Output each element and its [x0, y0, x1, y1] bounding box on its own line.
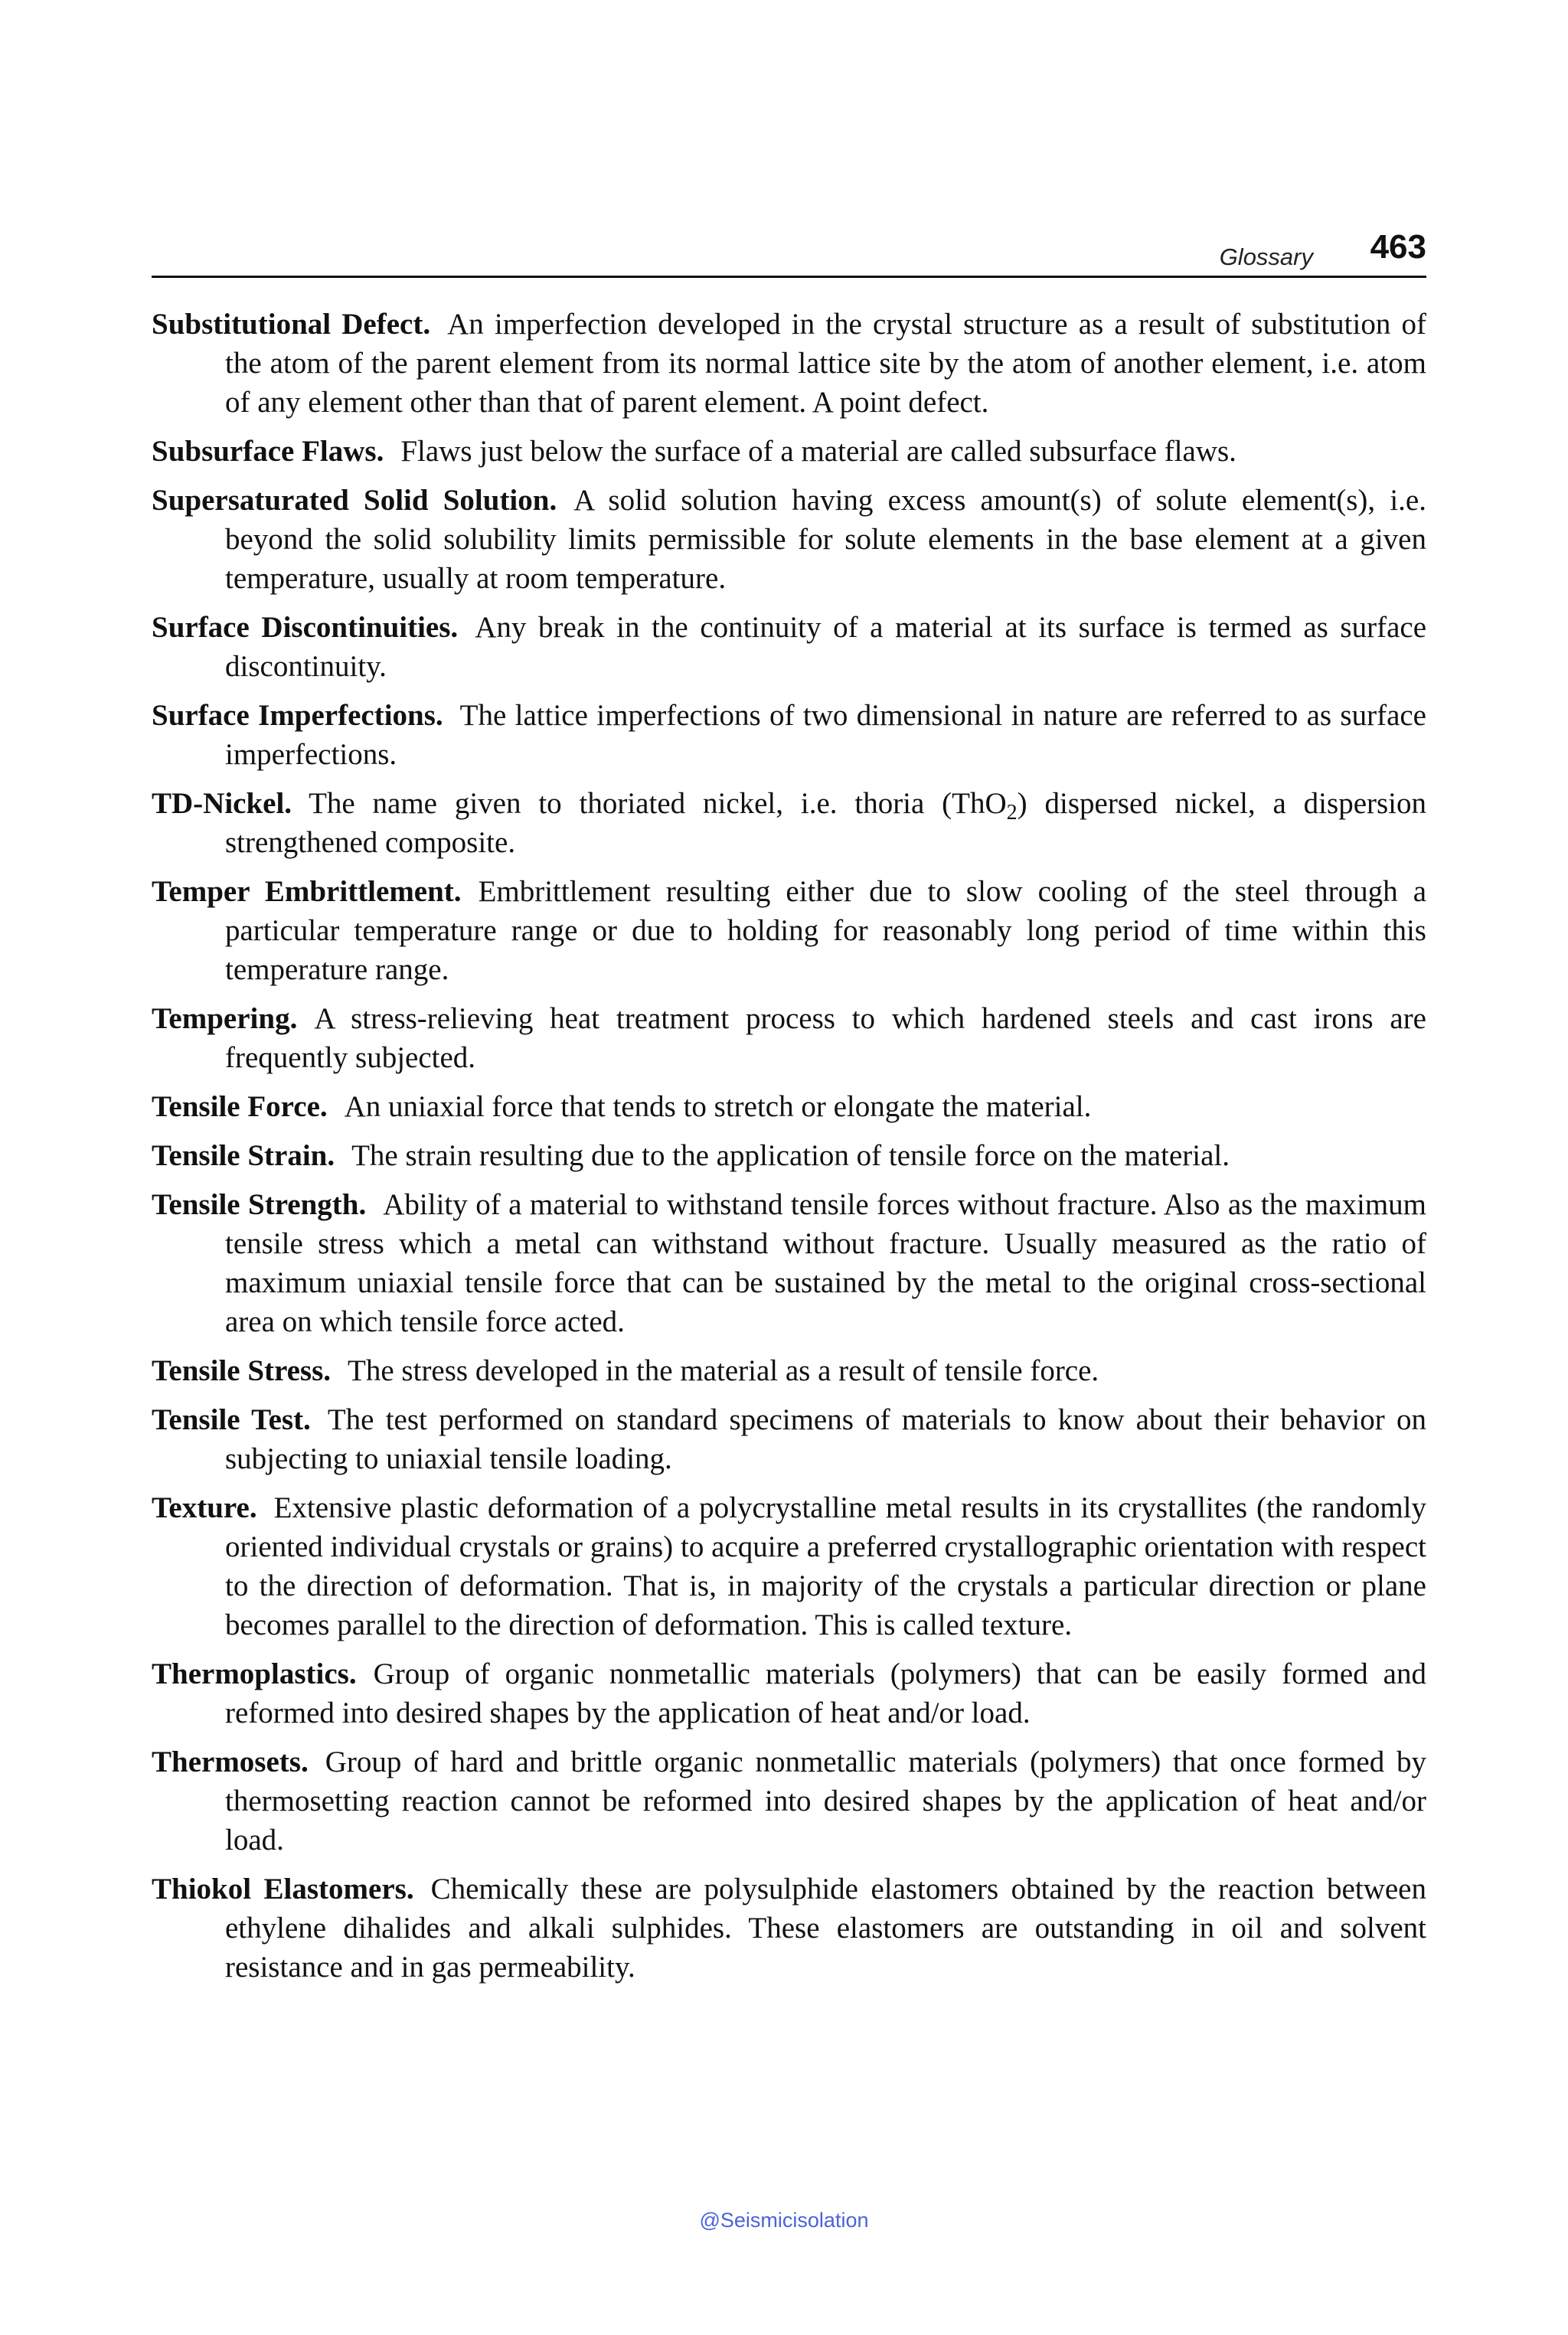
glossary-entry-thermoplastics: [152, 1654, 1426, 1732]
entry-definition: Flaws just below the surface of a material are called subsurface flaws.: [400, 435, 1236, 468]
entry-definition: [225, 787, 1426, 859]
glossary-entry-tensile-force: [152, 1087, 1426, 1126]
subscript-two: 2: [1006, 801, 1018, 825]
entry-definition: An imperfection developed in the crystal structure as a result of substitution of the atom of the parent element from its normal lattice site by the atom of another element, i.e. atom of any element other than that of parent element. A point defect.: [225, 308, 1426, 419]
glossary-entry-td-nickel: [152, 784, 1426, 862]
watermark: @Seismicisolation: [699, 2209, 869, 2232]
glossary-entry-surface-imperfections: [152, 696, 1426, 774]
glossary-entry-tensile-test: [152, 1400, 1426, 1478]
entry-term: Thermoplastics.: [152, 1657, 357, 1690]
entry-definition: The stress developed in the material as a result of tensile force.: [348, 1354, 1099, 1387]
entry-term: Substitutional Defect.: [152, 308, 431, 341]
entry-term: Thiokol Elastomers.: [152, 1873, 414, 1906]
entry-term: Tensile Force.: [152, 1090, 328, 1123]
entry-term: TD-Nickel.: [152, 787, 292, 820]
entry-term: Thermosets.: [152, 1746, 309, 1778]
entry-term: Tensile Strength.: [152, 1188, 367, 1221]
entry-definition: Any break in the continuity of a material at its surface is termed as surface discontinuity.: [225, 611, 1426, 683]
entry-term: Texture.: [152, 1491, 257, 1524]
glossary-entry-tensile-strength: [152, 1185, 1426, 1341]
entry-term: Tensile Strain.: [152, 1139, 335, 1172]
glossary-entry-thiokol-elastomers: [152, 1870, 1426, 1987]
page-header: [152, 227, 1426, 278]
page-number: 463: [1370, 228, 1426, 266]
entry-definition: Chemically these are polysulphide elastomers obtained by the reaction between ethylene dihalides and alkali sulphides. These elastomers are outstanding in oil and solvent resistance and in gas permeability.: [225, 1873, 1426, 1984]
entry-term: Surface Discontinuities.: [152, 611, 459, 644]
entry-definition: Ability of a material to withstand tensile forces without fracture. Also as the maximum tensile stress which a metal can withstand without fracture. Usually measured as the ratio of maximum uniaxial tensile force that can be sustained by the metal to the original cross-sectional area on which tensile force acted.: [225, 1188, 1426, 1338]
glossary-entry-surface-discontinuities: [152, 608, 1426, 686]
entry-definition: Group of hard and brittle organic nonmetallic materials (polymers) that once formed by thermosetting reaction cannot be reformed into desired shapes by the application of heat and/or load.: [225, 1746, 1426, 1857]
entry-definition: A solid solution having excess amount(s) of solute element(s), i.e. beyond the solid solubility limits permissible for solute elements in the base element at a given temperature, usually at room temperature.: [225, 484, 1426, 595]
entry-definition: Embrittlement resulting either due to slow cooling of the steel through a particular temperature range or due to holding for reasonably long period of time within this temperature range.: [225, 875, 1427, 986]
glossary-entry-substitutional-defect: [152, 305, 1426, 422]
glossary-entry-subsurface-flaws: [152, 432, 1426, 471]
glossary-entry-tempering: [152, 999, 1426, 1077]
entry-definition: The strain resulting due to the application of tensile force on the material.: [351, 1139, 1230, 1172]
glossary-list: [152, 305, 1426, 1997]
glossary-entry-texture: [152, 1488, 1426, 1644]
glossary-entry-supersaturated-solid-solution: [152, 481, 1426, 598]
entry-definition: The test performed on standard specimens of materials to know about their behavior on subjecting to uniaxial tensile loading.: [225, 1403, 1427, 1475]
entry-term: Supersaturated Solid Solution.: [152, 484, 557, 517]
running-head: Glossary: [1219, 243, 1313, 270]
entry-term: Tensile Stress.: [152, 1354, 332, 1387]
entry-definition: Group of organic nonmetallic materials (polymers) that can be easily formed and reformed into desired shapes by the application of heat and/or load.: [225, 1657, 1426, 1729]
definition-text-after: ) dispersed nickel, a dispersion strengthened composite.: [225, 787, 1427, 859]
glossary-entry-tensile-stress: [152, 1351, 1426, 1390]
glossary-entry-tensile-strain: [152, 1136, 1426, 1175]
entry-term: Tempering.: [152, 1002, 298, 1035]
entry-term: Temper Embrittlement.: [152, 875, 462, 908]
entry-definition: A stress-relieving heat treatment process to which hardened steels and cast irons are frequently subjected.: [225, 1002, 1426, 1074]
entry-definition: The lattice imperfections of two dimensional in nature are referred to as surface imperfections.: [225, 699, 1426, 771]
entry-definition: An uniaxial force that tends to stretch or elongate the material.: [344, 1090, 1092, 1123]
entry-term: Tensile Test.: [152, 1403, 311, 1436]
entry-definition: Extensive plastic deformation of a polycrystalline metal results in its crystallites (the randomly oriented individual crystals or grains) to acquire a preferred crystallographic orientation with respect to the direction of deformation. That is, in majority of the crystals a particular direction or plane becomes parallel to the direction of deformation. This is called texture.: [225, 1491, 1426, 1641]
definition-text-before: The name given to thoriated nickel, i.e. thoria (ThO: [309, 787, 1007, 820]
entry-term: Surface Imperfections.: [152, 699, 443, 732]
glossary-entry-thermosets: [152, 1742, 1426, 1860]
glossary-entry-temper-embrittlement: [152, 872, 1426, 989]
entry-term: Subsurface Flaws.: [152, 435, 384, 468]
